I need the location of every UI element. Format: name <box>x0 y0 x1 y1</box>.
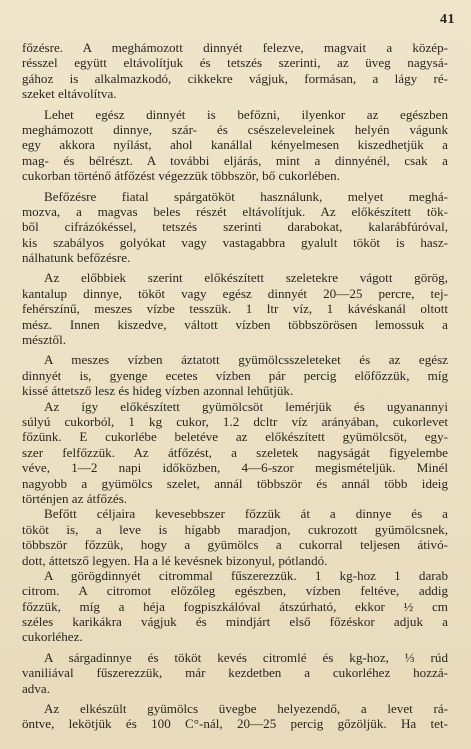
text-line: cukorban történő átfőzést végezzük többször, bő cukorlében. <box>22 168 340 184</box>
text-line: szer felfőzzük. Az átfőzést, a szeletek nagyságát figyelembe <box>22 444 448 460</box>
text-line: résszel együtt eltávolítjuk és tetszés szerinti, az üveg nagysá- <box>22 55 448 71</box>
text-line: tököt is, a leve is hígabb maradjon, cukrozott gyümölcsnek, <box>22 521 448 537</box>
text-line: kissé áttetsző lesz és hideg vízben azonnal lehűtjük. <box>22 383 294 399</box>
text-line: vaniliával fűszerezzük, már kezdetben a cukorléhez hozzá- <box>22 665 448 681</box>
body-text <box>22 40 448 732</box>
text-line: Az így előkészített gyümölcsöt lemérjük és ugyanannyi <box>44 398 448 414</box>
text-line: cukorléhez. <box>22 629 83 645</box>
text-line: súlyú cukorból, 1 kg cukor, 1.2 dcltr víz arányában, cukorlevet <box>22 413 448 429</box>
text-line: mész. Innen kiszedve, váltott vízben többszörösen lemossuk a <box>22 316 448 332</box>
text-line: Befőtt céljaira kevesebbszer főzzük át a dinnye és a <box>44 506 448 522</box>
text-line: főzésre. A meghámozott dinnyét felezve, magvait a közép- <box>22 40 448 55</box>
text-line: fehérszínű, meszes vízbe tesszük. 1 ltr víz, 1 kávéskanál oltott <box>22 301 448 317</box>
text-line: meghámozott dinnye, szár- és csészeleveleinek helyén vágunk <box>22 121 448 137</box>
text-line: egy akkora nyílást, ahol kanállal kényelmesen kiszedhetjük a <box>22 137 448 153</box>
text-line: mozva, a magvas beles részét eltávolítjuk. Az előkészített tök- <box>22 203 448 219</box>
page-number: 41 <box>440 12 455 27</box>
text-line: öntve, lekötjük és 100 C°-nál, 20—25 percig gőzöljük. Ha tet- <box>22 716 448 732</box>
text-line: Lehet egész dinnyét is befőzni, ilyenkor az egészben <box>44 106 448 122</box>
text-line: gához is alkalmazkodó, cikkekre vágjuk, formásan, a lágy ré- <box>22 70 448 86</box>
text-line: A meszes vízben áztatott gyümölcsszeleteket és az egész <box>44 352 448 368</box>
text-line: kantalup dinnye, tököt vagy egész dinnyét 20—25 percre, tej- <box>22 285 448 301</box>
text-line: A görögdinnyét citrommal fűszerezzük. 1 kg-hoz 1 darab <box>44 567 448 583</box>
text-line: mésztől. <box>22 332 66 348</box>
text-line: kis szabályos golyókat vagy vastagabbra gyalult tököt is hasz- <box>22 234 448 250</box>
text-line: A sárgadinnye és tököt kevés citromlé és kg-hoz, ⅓ rúd <box>44 649 448 665</box>
text-line: többször főzzük, hogy a gyümölcs a cukorral teljesen átivó- <box>22 537 448 553</box>
text-line: Befőzésre fiatal spárgatököt használunk, melyet meghá- <box>44 188 448 204</box>
text-line: nagyobb a gyümölcs szelet, annál többször és annál több ideig <box>22 475 448 491</box>
text-line: széles karikákra vágjuk és mindjárt első főzéskor adjuk a <box>22 614 448 630</box>
text-line: nálhatunk befőzésre. <box>22 250 131 266</box>
text-line: főzzük, míg a héja fogpiszkálóval átszúrható, ekkor ½ cm <box>22 598 448 614</box>
text-line: Az elkészült gyümölcs üvegbe helyezendő, a levet rá- <box>44 701 448 717</box>
text-line: véve, 1—2 napi időközben, 4—6-szor megismételjük. Minél <box>22 460 448 476</box>
text-line: ből cifrázókéssel, tetszés szerinti darabokat, kalarábfúróval, <box>22 219 448 235</box>
text-line: citrom. A citromot előzőleg egészben, vízben feltéve, addig <box>22 583 448 599</box>
text-line: dott, áttetsző legyen. Ha a lé kevésnek bizonyul, pótlandó. <box>22 552 328 568</box>
text-line: történjen az átfőzés. <box>22 490 128 506</box>
text-line: adva. <box>22 680 50 696</box>
text-line: dinnyét is, gyenge ecetes vízben pár percig előfőzzük, míg <box>22 367 448 383</box>
text-line: Az előbbiek szerint előkészített szeletekre vágott görög, <box>44 270 448 286</box>
text-line: mag- és bélrészt. A további eljárás, mint a dinnyénél, csak a <box>22 152 448 168</box>
text-line: szeket eltávolítva. <box>22 86 117 102</box>
text-line: főzünk. E cukorlébe beletéve az előkészített gyümölcsöt, egy- <box>22 429 448 445</box>
